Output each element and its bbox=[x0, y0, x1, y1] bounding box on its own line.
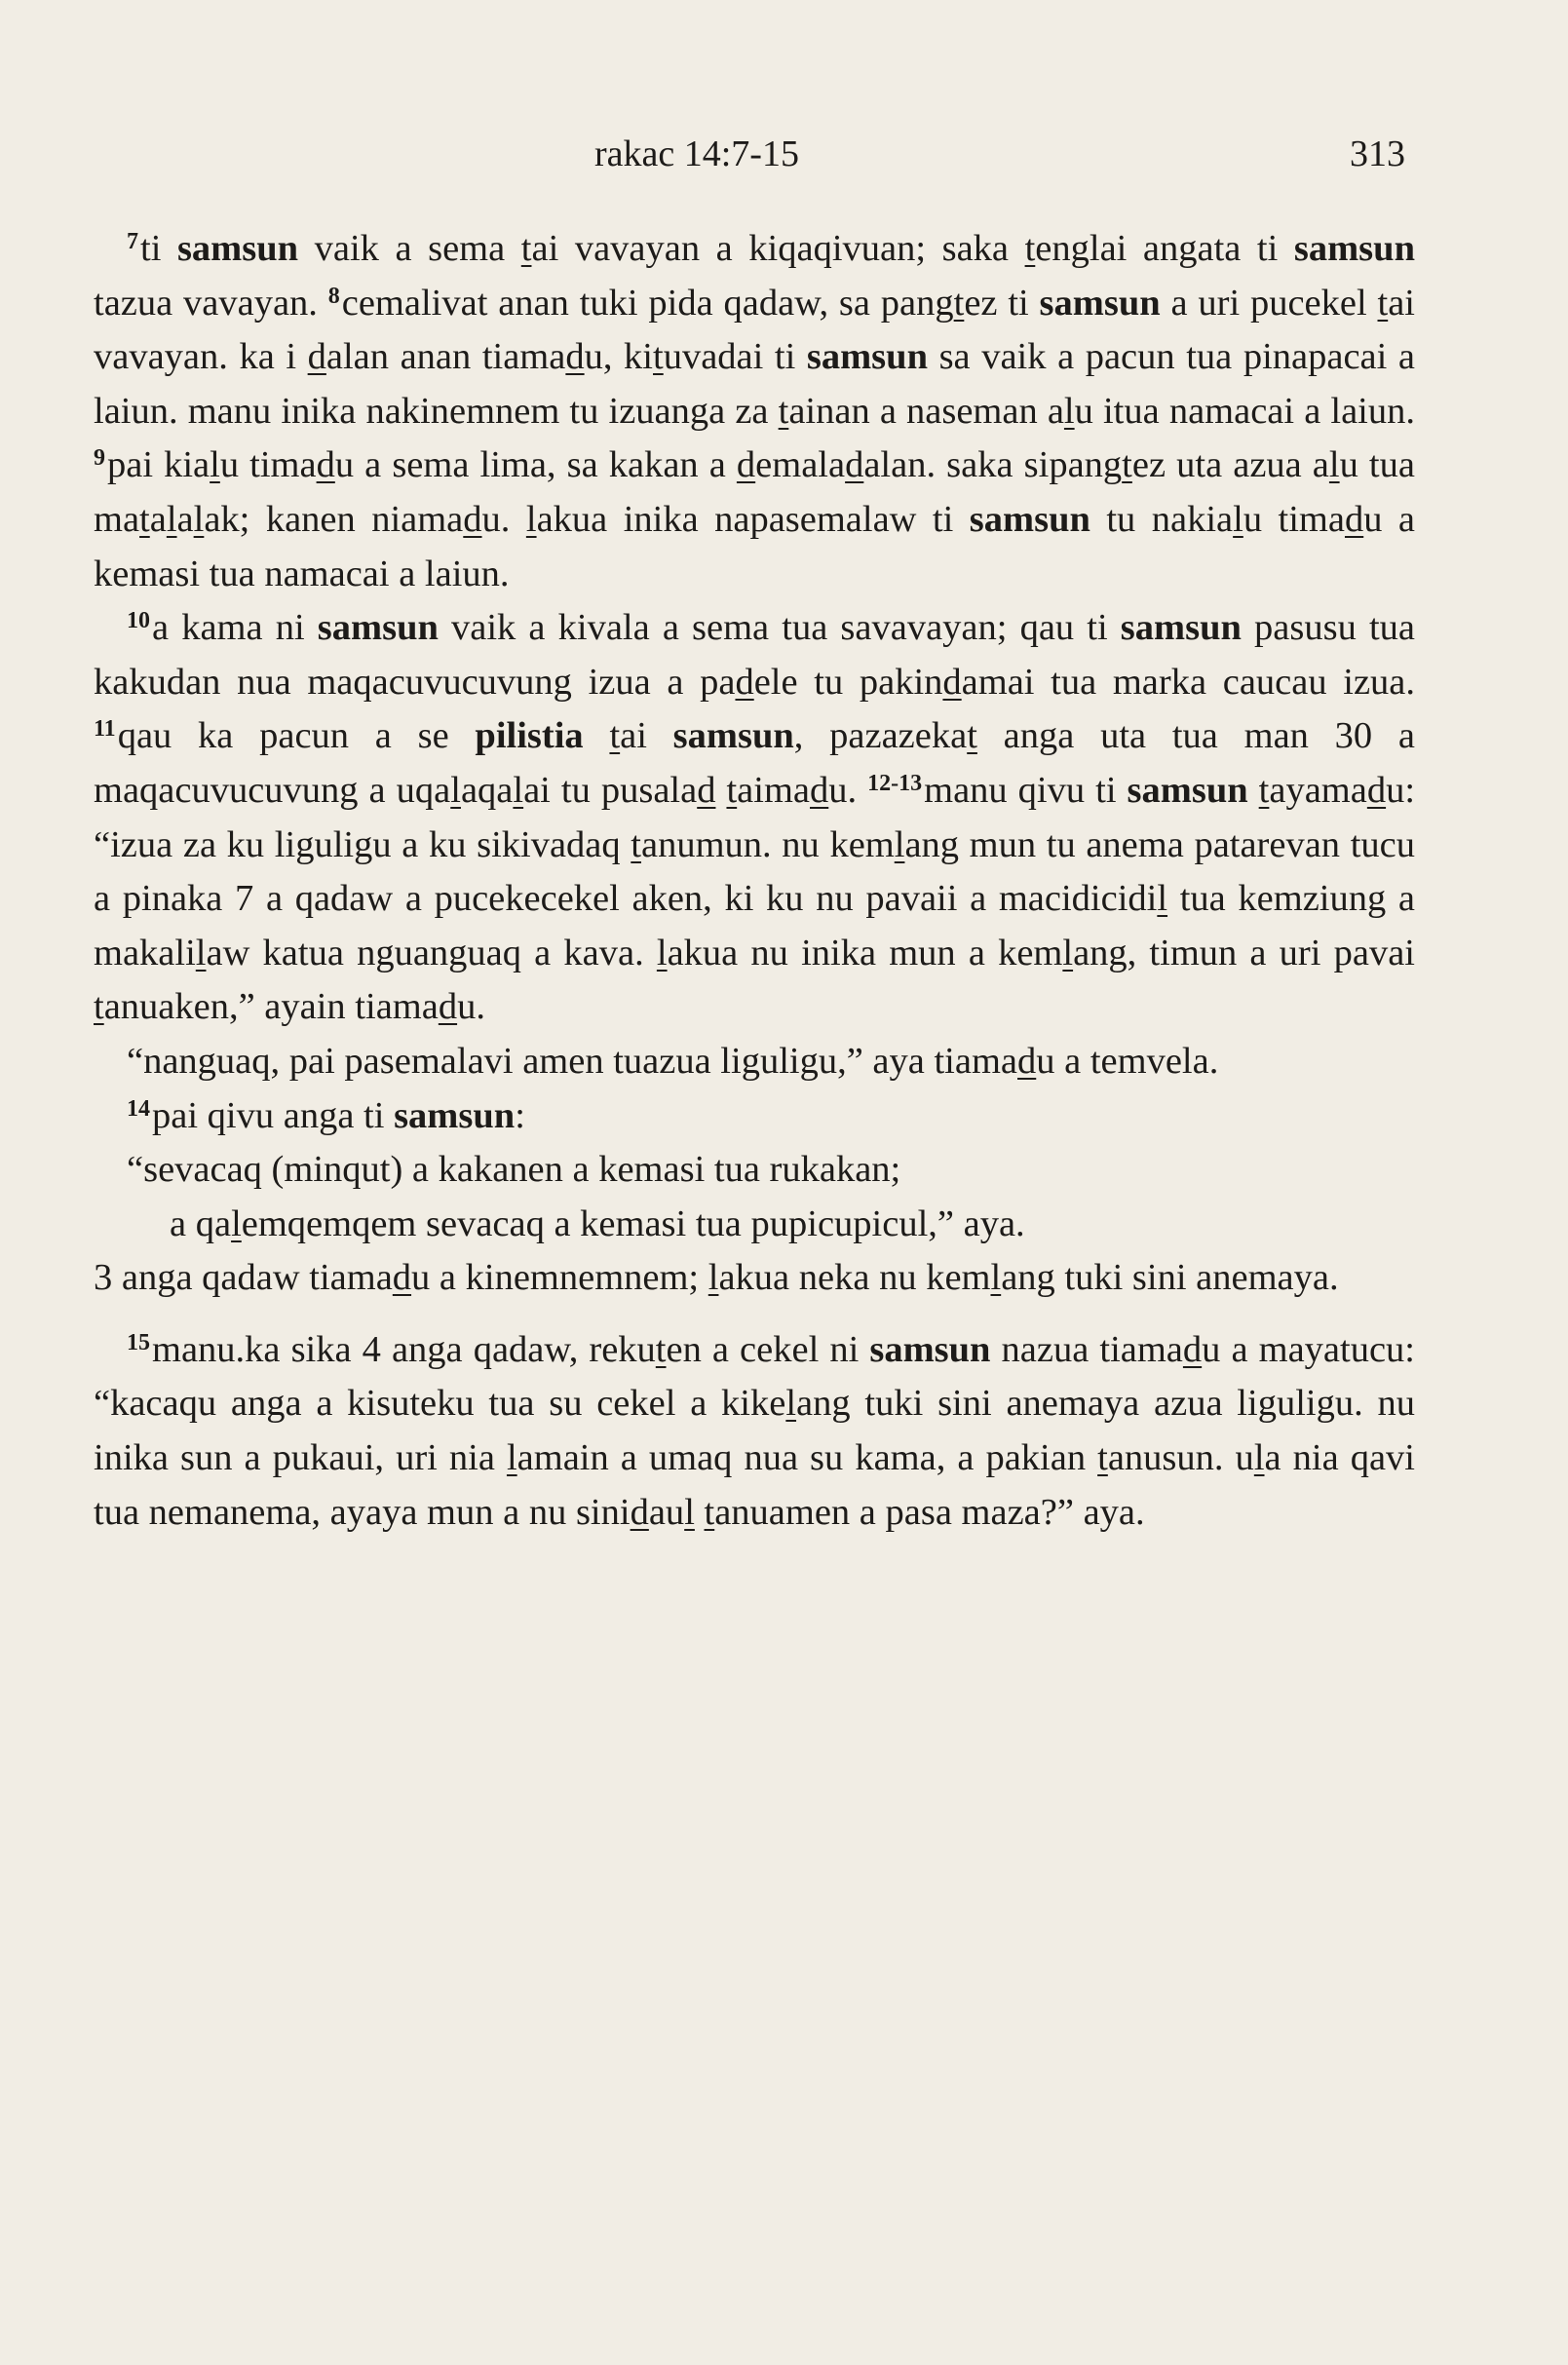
text: ak; kanen niama bbox=[204, 498, 464, 540]
underlined-letter: l bbox=[1062, 932, 1074, 973]
text: en a cekel ni bbox=[666, 1328, 870, 1370]
text: ti bbox=[140, 228, 177, 269]
underlined-letter: d bbox=[810, 769, 829, 811]
text: alan. saka sipang bbox=[863, 444, 1123, 486]
paragraph-verses-7-9 bbox=[94, 222, 1415, 601]
text: u itua namacai a laiun. bbox=[1074, 390, 1416, 432]
paragraph-reply bbox=[94, 1035, 1415, 1089]
text: u a kinemnemnem; bbox=[411, 1257, 708, 1299]
text: ez ti bbox=[964, 282, 1040, 324]
underlined-letter: d bbox=[438, 986, 458, 1028]
underlined-letter: t bbox=[726, 769, 738, 811]
underlined-letter: t bbox=[704, 1491, 715, 1533]
text: a nia qavi tua nemanema, ayaya mun a nu sini bbox=[94, 1437, 1415, 1533]
verse-number: 11 bbox=[94, 716, 116, 743]
text: amain a umaq nua su kama, a pakian bbox=[516, 1437, 1098, 1479]
underlined-letter: t bbox=[1122, 444, 1132, 486]
verse-number: 15 bbox=[127, 1329, 150, 1355]
running-title: rakac 14:7-15 bbox=[594, 134, 799, 174]
underlined-letter: d bbox=[1366, 769, 1387, 811]
underlined-letter: l bbox=[195, 932, 207, 973]
text: ai tu pusala bbox=[523, 769, 698, 811]
scripture-text bbox=[94, 222, 1415, 1540]
underlined-letter: t bbox=[653, 336, 664, 378]
text bbox=[695, 1492, 705, 1533]
verse-number: 9 bbox=[94, 445, 105, 472]
underlined-letter: d bbox=[942, 661, 962, 703]
text: ai bbox=[620, 715, 673, 757]
underlined-letter: d bbox=[630, 1491, 649, 1533]
text: vaik a sema bbox=[298, 228, 521, 269]
underlined-letter: l bbox=[210, 444, 220, 486]
underlined-letter: l bbox=[785, 1383, 797, 1425]
text: tazua vavayan. bbox=[94, 282, 318, 324]
text: , pazazeka bbox=[793, 715, 968, 757]
underlined-letter: t bbox=[139, 498, 150, 540]
text: nazua tiama bbox=[990, 1328, 1183, 1370]
underlined-letter: d bbox=[463, 498, 482, 540]
paragraph-verses-10-13 bbox=[94, 601, 1415, 1035]
text: “nanguaq, pai pasemalavi amen tuazua liguligu,” aya tiama bbox=[127, 1040, 1017, 1082]
text: a bbox=[176, 498, 194, 540]
underlined-letter: t bbox=[1258, 769, 1270, 811]
underlined-letter: l bbox=[231, 1202, 242, 1244]
text: akua inika napasemalaw ti bbox=[536, 498, 970, 540]
text: ez uta azua a bbox=[1131, 444, 1329, 486]
text: sa vaik a pacun tua pinapacai a laiun. manu inika nakinemnem tu izuanga za bbox=[94, 336, 1415, 432]
underlined-letter: t bbox=[655, 1328, 667, 1370]
underlined-letter: t bbox=[953, 282, 965, 324]
text: anuamen a pasa maza?” aya. bbox=[714, 1491, 1145, 1533]
underlined-letter: l bbox=[450, 769, 461, 811]
paragraph-gap bbox=[94, 1306, 1415, 1323]
underlined-letter: l bbox=[1157, 878, 1168, 920]
text: manu.ka sika 4 anga qadaw, reku bbox=[152, 1328, 656, 1370]
underlined-letter: t bbox=[1097, 1437, 1108, 1479]
verse-number: 14 bbox=[127, 1095, 150, 1122]
text: anumun. nu kem bbox=[641, 823, 895, 865]
name-samsun: samsun bbox=[1120, 607, 1242, 649]
underlined-letter: t bbox=[520, 228, 532, 269]
text bbox=[1248, 770, 1259, 811]
paragraph-verse-14-cont bbox=[94, 1251, 1415, 1306]
underlined-letter: t bbox=[609, 715, 621, 757]
text: anusun. u bbox=[1107, 1437, 1254, 1479]
text: 3 anga qadaw tiama bbox=[94, 1257, 393, 1299]
underlined-letter: d bbox=[845, 444, 864, 486]
riddle-verse bbox=[94, 1143, 1415, 1251]
text: manu qivu ti bbox=[924, 769, 1128, 811]
text: ang tuki sini anemaya. bbox=[1001, 1257, 1339, 1299]
underlined-letter: d bbox=[307, 336, 326, 378]
name-samsun: samsun bbox=[969, 498, 1090, 540]
riddle-line bbox=[94, 1198, 1415, 1252]
text bbox=[584, 715, 610, 756]
underlined-letter: t bbox=[778, 390, 789, 432]
text: tu nakia bbox=[1090, 498, 1234, 540]
underlined-letter: l bbox=[1253, 1437, 1265, 1479]
text: u a temvela. bbox=[1036, 1040, 1219, 1082]
text: emqemqem sevacaq a kemasi tua pupicupicul,” aya. bbox=[241, 1202, 1025, 1244]
text: anga uta tua man 30 a maqacuvucuvung a uqa bbox=[94, 715, 1415, 811]
text: au bbox=[648, 1491, 685, 1533]
name-samsun: samsun bbox=[869, 1328, 991, 1370]
text: qau ka pacun a se bbox=[117, 715, 476, 757]
text: aw katua nguanguaq a kava. bbox=[206, 932, 657, 973]
underlined-letter: d bbox=[1344, 498, 1364, 540]
name-samsun: samsun bbox=[317, 607, 439, 649]
underlined-letter: l bbox=[1328, 444, 1340, 486]
text: ayama bbox=[1269, 769, 1367, 811]
text: u. bbox=[457, 986, 485, 1028]
underlined-letter: l bbox=[193, 498, 205, 540]
text: pasusu tua kakudan nua maqacuvucuvung izua a pa bbox=[94, 607, 1415, 703]
text: ang tuki sini anemaya azua liguligu. nu inika sun a pukaui, uri nia bbox=[94, 1383, 1415, 1479]
page-header bbox=[0, 125, 1568, 183]
text: u, ki bbox=[584, 336, 654, 378]
text: a qa bbox=[170, 1202, 232, 1244]
underlined-letter: l bbox=[1063, 390, 1075, 432]
text: u tima bbox=[1243, 498, 1345, 540]
name-samsun: samsun bbox=[1039, 282, 1161, 324]
text: englai angata ti bbox=[1035, 228, 1294, 269]
underlined-letter: d bbox=[735, 661, 754, 703]
text bbox=[715, 770, 726, 811]
text: anuaken,” ayain tiama bbox=[103, 986, 439, 1028]
verse-number: 8 bbox=[327, 283, 340, 309]
underlined-letter: d bbox=[316, 444, 335, 486]
verse-number: 7 bbox=[127, 229, 138, 254]
text: uvadai ti bbox=[663, 336, 807, 378]
name-samsun: samsun bbox=[1127, 769, 1248, 811]
underlined-letter: t bbox=[1024, 228, 1036, 269]
text: emala bbox=[755, 444, 846, 486]
name-samsun: samsun bbox=[806, 336, 928, 378]
text: ai vavayan a kiqaqivuan; saka bbox=[531, 228, 1025, 269]
underlined-letter: d bbox=[565, 336, 585, 378]
underlined-letter: d bbox=[1017, 1040, 1037, 1082]
text: u tima bbox=[219, 444, 317, 486]
underlined-letter: t bbox=[967, 715, 977, 757]
text: ai vavayan. ka i bbox=[94, 282, 1415, 378]
text: : bbox=[515, 1094, 525, 1136]
text: aqa bbox=[460, 769, 514, 811]
underlined-letter: l bbox=[990, 1257, 1002, 1299]
underlined-letter: d bbox=[697, 769, 716, 811]
text: u tua ma bbox=[94, 444, 1415, 540]
text: tua kemziung a makali bbox=[94, 878, 1415, 973]
name-samsun: samsun bbox=[176, 228, 299, 269]
text: pai kia bbox=[107, 444, 210, 486]
text: ang, timun a uri pavai bbox=[1073, 932, 1415, 973]
underlined-letter: t bbox=[94, 986, 104, 1028]
text: u a mayatucu: “kacaqu anga a kisuteku tua su cekel a kike bbox=[94, 1328, 1415, 1425]
text: a kama ni bbox=[152, 607, 318, 649]
text: ele tu pakin bbox=[753, 661, 943, 703]
text: u. bbox=[828, 769, 858, 811]
text: pai qivu anga ti bbox=[152, 1094, 395, 1136]
paragraph-verse-15 bbox=[94, 1323, 1415, 1540]
text: u: “izua za ku liguligu a ku sikivadaq bbox=[94, 769, 1416, 865]
underlined-letter: l bbox=[708, 1257, 719, 1299]
text: ainan a naseman a bbox=[788, 390, 1064, 432]
text: a bbox=[149, 498, 167, 540]
underlined-letter: l bbox=[513, 769, 524, 811]
verse-number: 10 bbox=[127, 608, 150, 634]
text: u a kemasi tua namacai a laiun. bbox=[94, 498, 1416, 594]
verse-number: 12-13 bbox=[867, 770, 923, 796]
name-samsun: samsun bbox=[672, 715, 794, 757]
text: a uri pucekel bbox=[1160, 282, 1378, 324]
underlined-letter: d bbox=[736, 444, 756, 486]
underlined-letter: l bbox=[166, 498, 177, 540]
name-pilistia: pilistia bbox=[475, 715, 584, 757]
riddle-line: “sevacaq (minqut) a kakanen a kemasi tua rukakan; bbox=[127, 1149, 901, 1191]
text: amai tua marka caucau izua. bbox=[961, 661, 1415, 703]
text: u a sema lima, sa kakan a bbox=[334, 444, 737, 486]
underlined-letter: d bbox=[1182, 1328, 1203, 1370]
text: aima bbox=[737, 769, 810, 811]
underlined-letter: d bbox=[392, 1257, 412, 1299]
text: akua neka nu kem bbox=[718, 1257, 991, 1299]
page-number: 313 bbox=[1350, 134, 1405, 174]
text: ang mun tu anema patarevan tucu a pinaka 7 a qadaw a pucekecekel aken, ki ku nu pavaii a macidicidi bbox=[94, 823, 1415, 920]
underlined-letter: t bbox=[1377, 282, 1389, 324]
text: vaik a kivala a sema tua savavayan; qau ti bbox=[438, 607, 1121, 649]
name-samsun: samsun bbox=[1293, 228, 1415, 269]
underlined-letter: l bbox=[506, 1437, 517, 1479]
underlined-letter: l bbox=[684, 1491, 695, 1533]
underlined-letter: l bbox=[1233, 498, 1243, 540]
text: cemalivat anan tuki pida qadaw, sa pang bbox=[341, 282, 954, 324]
underlined-letter: l bbox=[525, 498, 537, 540]
underlined-letter: l bbox=[656, 932, 668, 973]
underlined-letter: l bbox=[894, 823, 905, 865]
text: u. bbox=[481, 498, 526, 540]
underlined-letter: t bbox=[631, 823, 641, 865]
text: alan anan tiama bbox=[325, 336, 566, 378]
paragraph-verse-14 bbox=[94, 1089, 1415, 1144]
text: akua nu inika mun a kem bbox=[667, 932, 1063, 973]
name-samsun: samsun bbox=[394, 1094, 516, 1136]
